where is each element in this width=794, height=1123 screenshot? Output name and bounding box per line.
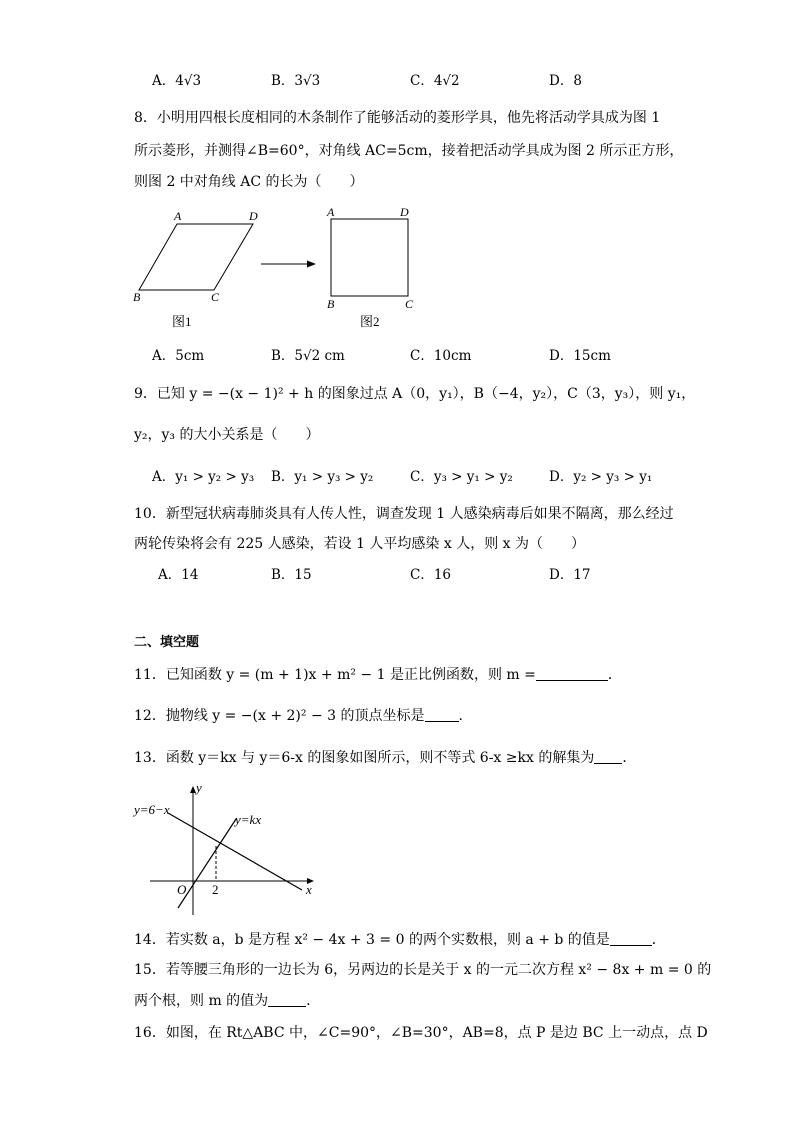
q11-answer-blank [536, 666, 608, 681]
figure-2-caption: 图2 [360, 314, 380, 329]
rhombus-label-c: C [211, 290, 220, 304]
q12-suffix: . [458, 708, 463, 724]
q8-option-c: C．10cm [410, 348, 472, 364]
q7-option-a: A．4√3 [152, 73, 202, 89]
square-label-c: C [405, 297, 414, 311]
q7-option-b: B．3√3 [271, 73, 321, 89]
tick-label-2: 2 [212, 882, 219, 897]
q8-figure [125, 200, 425, 335]
x-axis-label: x [306, 882, 312, 897]
line-y-kx [178, 819, 236, 908]
q8-option-a: A．5cm [152, 348, 205, 364]
q16-line-1: 16．如图，在 Rt△ABC 中，∠C=90°，∠B=30°，AB=8，点 P 是边 BC 上一动点，点 D [134, 1025, 708, 1041]
q9-line-2: y₂，y₃ 的大小关系是（ ） [134, 427, 320, 443]
question-11 [134, 665, 622, 685]
q9-line-1: 9．已知 y = −(x − 1)² + h 的图象过点 A（0，y₁），B（−4，y₂），C（3，y₃），则 y₁， [134, 386, 696, 402]
origin-label: O [177, 882, 187, 897]
q15-text: 两个根，则 m 的值为 [134, 993, 269, 1009]
square-shape [331, 219, 408, 296]
q13-answer-blank [594, 749, 622, 764]
label-y-kx: y=kx [235, 812, 262, 827]
rhombus-shape [139, 224, 253, 290]
question-13 [134, 748, 636, 768]
q8-option-d: D．15cm [549, 348, 611, 364]
q15-answer-blank [268, 992, 306, 1007]
square-label-d: D [400, 205, 409, 219]
q9-option-a: A．y₁ > y₂ > y₃ [152, 469, 255, 485]
q15-suffix: ． [306, 993, 321, 1009]
q10-line-2: 两轮传染将会有 225 人感染，若设 1 人平均感染 x 人，则 x 为（ ） [134, 536, 586, 552]
q14-suffix: ． [651, 932, 666, 948]
q15-line-1: 15．若等腰三角形的一边长为 6，另两边的长是关于 x 的一元二次方程 x² − 8x + m = 0 的 [134, 962, 712, 978]
question-15-line-2 [134, 991, 320, 1011]
q7-option-c: C．4√2 [410, 73, 460, 89]
square-label-b: B [327, 297, 335, 311]
rhombus-label-d: D [249, 209, 258, 223]
rhombus-label-b: B [133, 290, 141, 304]
q12-answer-blank [425, 707, 459, 722]
q13-graph [130, 778, 330, 918]
q14-answer-blank [610, 931, 652, 946]
q7-option-d: D．8 [549, 73, 582, 89]
question-14 [134, 930, 666, 950]
q11-text: 11．已知函数 y = (m + 1)x + m² − 1 是正比例函数，则 m = [134, 667, 536, 683]
q9-option-b: B．y₁ > y₃ > y₂ [271, 469, 374, 485]
q10-option-c: C．16 [410, 567, 452, 583]
q9-option-d: D．y₂ > y₃ > y₁ [549, 469, 653, 485]
q12-text: 12．抛物线 y = −(x + 2)² − 3 的顶点坐标是 [134, 708, 425, 724]
label-y-6-minus-x: y=6−x [134, 802, 170, 817]
q10-option-d: D．17 [549, 567, 591, 583]
square-label-a: A [327, 205, 335, 219]
arrow-head-icon [307, 261, 316, 268]
section-fill-in-title: 二、填空题 [134, 635, 200, 650]
q13-text: 13．函数 y＝kx 与 y＝6-x 的图象如图所示，则不等式 6-x ≥kx 的解集为 [134, 750, 595, 766]
q11-suffix: ． [607, 667, 622, 683]
figure-1-caption: 图1 [172, 314, 192, 329]
q14-text: 14．若实数 a，b 是方程 x² − 4x + 3 = 0 的两个实数根，则 a + b 的值是 [134, 932, 610, 948]
q10-line-1: 10．新型冠状病毒肺炎具有人传人性，调查发现 1 人感染病毒后如果不隔离，那么经过 [134, 506, 674, 522]
rhombus-label-a: A [174, 209, 182, 223]
q13-suffix: ． [622, 750, 637, 766]
q10-option-b: B．15 [271, 567, 312, 583]
q8-line-1: 8．小明用四根长度相同的木条制作了能够活动的菱形学具，他先将活动学具成为图 1 [134, 110, 661, 126]
q10-option-a: A．14 [158, 567, 199, 583]
question-12 [134, 706, 463, 726]
q8-line-2: 所示菱形，并测得∠B=60°，对角线 AC=5cm，接着把活动学具成为图 2 所示正方形， [134, 143, 684, 159]
y-axis-label: y [196, 780, 202, 795]
q8-option-b: B．5√2 cm [271, 348, 345, 364]
q8-line-3: 则图 2 中对角线 AC 的长为（ ） [134, 174, 364, 190]
q9-option-c: C．y₃ > y₁ > y₂ [410, 469, 513, 485]
